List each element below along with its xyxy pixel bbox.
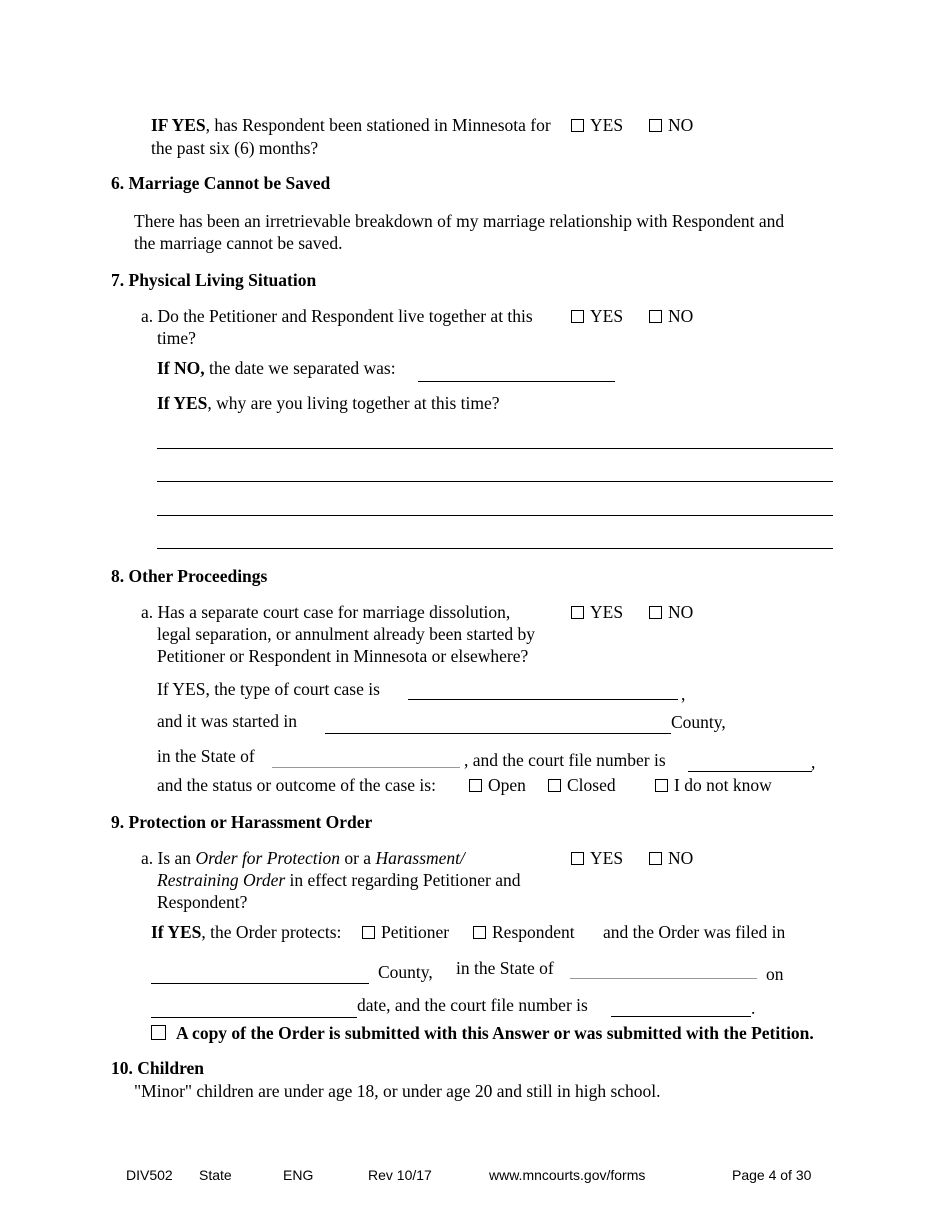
s7-no-option[interactable] bbox=[649, 305, 693, 327]
s9-respondent-checkbox[interactable] bbox=[473, 926, 486, 939]
s8-status-unknown-label: I do not know bbox=[674, 775, 772, 795]
s8-case-type-comma: , bbox=[681, 684, 686, 704]
s9-yes-checkbox[interactable] bbox=[571, 852, 584, 865]
s9-if-yes: If YES bbox=[151, 922, 202, 942]
s7-no-label: NO bbox=[668, 306, 694, 326]
s8-state-label: in the State of bbox=[157, 746, 255, 766]
s9-date-field[interactable] bbox=[151, 1017, 357, 1018]
s5-yes-label: YES bbox=[590, 115, 624, 135]
s5-yes-checkbox[interactable] bbox=[571, 119, 584, 132]
s9-q2-restraining: Restraining Order bbox=[157, 870, 286, 890]
s8-file-number-label: , and the court file number is bbox=[464, 750, 666, 770]
s8-yes-label: YES bbox=[590, 602, 624, 622]
s5-question-line1 bbox=[151, 114, 551, 136]
s9-file-number-period: . bbox=[751, 998, 756, 1018]
s9-county-label: County, bbox=[378, 962, 433, 982]
s9-respondent-option[interactable] bbox=[473, 921, 575, 943]
s9-yes-option[interactable] bbox=[571, 847, 623, 869]
s9-question-line2 bbox=[157, 869, 521, 891]
s8-yes-option[interactable] bbox=[571, 601, 623, 623]
s7-yes-label: YES bbox=[590, 306, 624, 326]
s7-yes-checkbox[interactable] bbox=[571, 310, 584, 323]
s9-question-line1 bbox=[141, 847, 465, 869]
footer-scope: State bbox=[199, 1167, 232, 1183]
s9-q1-harassment: Harassment/ bbox=[375, 848, 465, 868]
s8-file-number-comma: , bbox=[811, 752, 816, 772]
s7-if-yes: If YES bbox=[157, 393, 208, 413]
s9-petitioner-option[interactable] bbox=[362, 921, 449, 943]
s5-if-yes: IF YES bbox=[151, 115, 206, 135]
s7-heading: 7. Physical Living Situation bbox=[111, 270, 317, 290]
s7-question-line2: time? bbox=[157, 328, 196, 348]
s7-reason-line-4[interactable] bbox=[157, 548, 833, 549]
s9-heading: 9. Protection or Harassment Order bbox=[111, 812, 373, 832]
s8-no-label: NO bbox=[668, 602, 694, 622]
s9-q1-mid: or a bbox=[339, 848, 376, 868]
s8-status-open-checkbox[interactable] bbox=[469, 779, 482, 792]
s7-question-line1: a. Do the Petitioner and Respondent live together at this bbox=[141, 306, 533, 326]
s9-respondent-label: Respondent bbox=[492, 922, 575, 942]
s8-status-label: and the status or outcome of the case is: bbox=[157, 775, 436, 795]
s8-case-type-label: If YES, the type of court case is bbox=[157, 679, 380, 699]
s7-if-no-label bbox=[157, 357, 396, 379]
s9-state-label: in the State of bbox=[456, 958, 554, 978]
s9-protects-label bbox=[151, 921, 341, 943]
s9-q2-rest: in effect regarding Petitioner and bbox=[285, 870, 521, 890]
s10-heading: 10. Children bbox=[111, 1058, 205, 1078]
s9-state-field[interactable] bbox=[570, 978, 757, 979]
s8-question-line3: Petitioner or Respondent in Minnesota or elsewhere? bbox=[157, 646, 529, 666]
footer-page-number: Page 4 of 30 bbox=[732, 1167, 812, 1183]
s8-status-closed-checkbox[interactable] bbox=[548, 779, 561, 792]
s8-status-closed-label: Closed bbox=[567, 775, 616, 795]
footer-revision: Rev 10/17 bbox=[368, 1167, 432, 1183]
s7-if-yes-label bbox=[157, 392, 500, 414]
s9-county-field[interactable] bbox=[151, 983, 369, 984]
footer-language: ENG bbox=[283, 1167, 314, 1183]
s6-heading: 6. Marriage Cannot be Saved bbox=[111, 173, 331, 193]
footer-url: www.mncourts.gov/forms bbox=[489, 1167, 646, 1183]
s5-question-line2: the past six (6) months? bbox=[151, 138, 319, 158]
s9-q1-prefix: a. Is an bbox=[141, 848, 196, 868]
s9-on-label: on bbox=[766, 964, 784, 984]
s8-no-option[interactable] bbox=[649, 601, 693, 623]
s9-copy-label: A copy of the Order is submitted with this Answer or was submitted with the Petition. bbox=[176, 1023, 814, 1043]
s8-county-field[interactable] bbox=[325, 733, 671, 734]
s7-reason-line-1[interactable] bbox=[157, 448, 833, 449]
s9-q1-order-protection: Order for Protection bbox=[195, 848, 340, 868]
s7-reason-line-3[interactable] bbox=[157, 515, 833, 516]
s9-date-label: date, and the court file number is bbox=[357, 995, 588, 1015]
s6-text-line1: There has been an irretrievable breakdown of my marriage relationship with Respondent and bbox=[134, 211, 785, 231]
s9-question-line3: Respondent? bbox=[157, 892, 248, 912]
s8-state-field[interactable] bbox=[272, 767, 460, 768]
s9-file-number-field[interactable] bbox=[611, 1016, 751, 1017]
s7-reason-line-2[interactable] bbox=[157, 481, 833, 482]
s7-if-no: If NO, bbox=[157, 358, 205, 378]
s9-petitioner-label: Petitioner bbox=[381, 922, 450, 942]
footer-form-id: DIV502 bbox=[126, 1167, 173, 1183]
s8-yes-checkbox[interactable] bbox=[571, 606, 584, 619]
s5-no-checkbox[interactable] bbox=[649, 119, 662, 132]
s9-copy-option[interactable] bbox=[151, 1022, 814, 1044]
s8-started-label: and it was started in bbox=[157, 711, 297, 731]
s8-status-unknown-checkbox[interactable] bbox=[655, 779, 668, 792]
s8-no-checkbox[interactable] bbox=[649, 606, 662, 619]
s10-text-line1: "Minor" children are under age 18, or under age 20 and still in high school. bbox=[134, 1081, 661, 1101]
s9-no-checkbox[interactable] bbox=[649, 852, 662, 865]
s8-status-closed-option[interactable] bbox=[548, 774, 616, 796]
s6-text-line2: the marriage cannot be saved. bbox=[134, 233, 343, 253]
s7-no-checkbox[interactable] bbox=[649, 310, 662, 323]
s8-question-line1: a. Has a separate court case for marriage dissolution, bbox=[141, 602, 511, 622]
s7-yes-option[interactable] bbox=[571, 305, 623, 327]
s5-question-text: , has Respondent been stationed in Minnesota for bbox=[205, 115, 551, 135]
s8-status-open-option[interactable] bbox=[469, 774, 526, 796]
s8-status-unknown-option[interactable] bbox=[655, 774, 772, 796]
s5-no-option[interactable] bbox=[649, 114, 693, 136]
s9-petitioner-checkbox[interactable] bbox=[362, 926, 375, 939]
s7-separation-date-field[interactable] bbox=[418, 381, 615, 382]
s9-protects-text: , the Order protects: bbox=[201, 922, 342, 942]
s5-no-label: NO bbox=[668, 115, 694, 135]
s8-file-number-field[interactable] bbox=[688, 771, 812, 772]
s9-yes-label: YES bbox=[590, 848, 624, 868]
s8-status-open-label: Open bbox=[488, 775, 526, 795]
s9-filed-in-label: and the Order was filed in bbox=[603, 922, 786, 942]
s8-case-type-field[interactable] bbox=[408, 699, 678, 700]
s9-no-option[interactable] bbox=[649, 847, 693, 869]
s9-copy-checkbox[interactable] bbox=[151, 1025, 166, 1040]
s5-yes-option[interactable] bbox=[571, 114, 623, 136]
s8-question-line2: legal separation, or annulment already been started by bbox=[157, 624, 536, 644]
s9-no-label: NO bbox=[668, 848, 694, 868]
s8-heading: 8. Other Proceedings bbox=[111, 566, 268, 586]
s8-county-label: County, bbox=[671, 712, 726, 732]
s7-if-no-text: the date we separated was: bbox=[204, 358, 396, 378]
s7-if-yes-text: , why are you living together at this time? bbox=[207, 393, 500, 413]
